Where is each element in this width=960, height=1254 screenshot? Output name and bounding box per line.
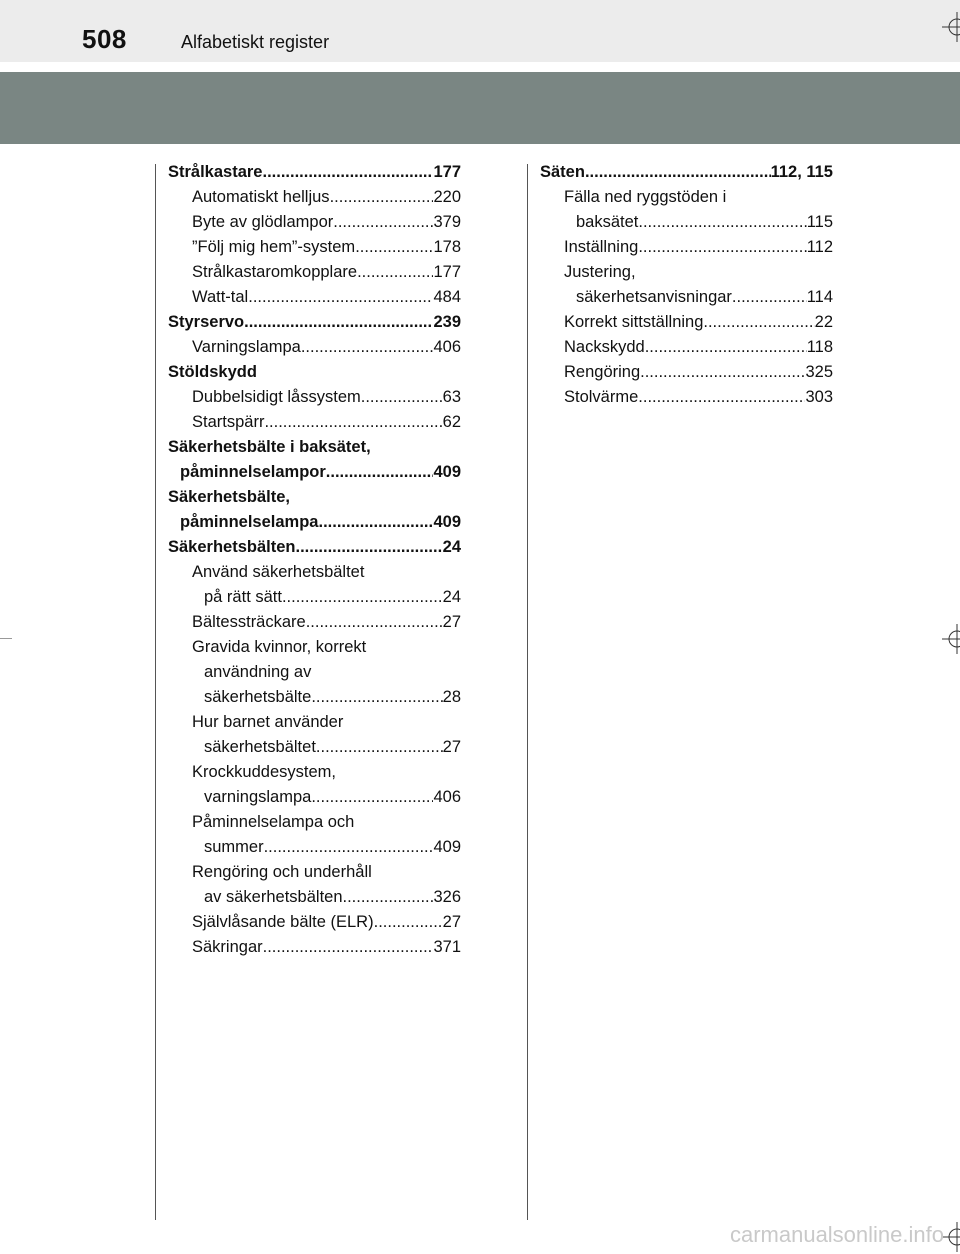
index-page-number: 22 [814,313,833,331]
column-divider-middle [527,164,528,1220]
index-entry [168,660,461,685]
dot-leader [638,385,805,410]
dot-leader [306,610,443,635]
index-term: Säkerhetsbälte, [168,488,290,506]
dot-leader [374,910,443,935]
column-divider-left [155,164,156,1220]
index-entry [168,310,461,335]
index-term: Krockkuddesystem, [192,763,336,781]
index-term: Dubbelsidigt låssystem [192,388,361,406]
index-page-number: 62 [442,413,461,431]
crop-mark [0,638,12,639]
index-entry [540,310,833,335]
index-entry [168,610,461,635]
dot-leader [355,235,433,260]
dot-leader [640,360,805,385]
index-page-number: 115 [806,213,833,231]
index-entry [540,385,833,410]
index-term: Säten [540,163,585,181]
index-entry [168,210,461,235]
index-page-number: 178 [433,238,461,256]
index-page-number: 409 [433,513,461,531]
index-entry [168,885,461,910]
index-term: Automatiskt helljus [192,188,330,206]
index-page-number: 112 [806,238,833,256]
index-entry [540,160,833,185]
index-entry [168,710,461,735]
index-term: Watt-tal [192,288,249,306]
index-term: påminnelselampa [180,513,319,531]
index-entry [168,510,461,535]
page-title: Alfabetiskt register [181,32,330,52]
index-entry [168,385,461,410]
index-page-number: 112, 115 [770,163,833,181]
index-page-number: 409 [433,838,461,856]
index-column-left [168,160,461,960]
dot-leader [263,935,434,960]
index-term: baksätet [576,213,639,231]
index-term: påminnelselampor [180,463,326,481]
index-entry [168,435,461,460]
index-page-number: 220 [433,188,461,206]
index-page-number: 325 [805,363,833,381]
index-entry [168,585,461,610]
index-page-number: 409 [433,463,461,481]
dot-leader [295,535,442,560]
index-term: Korrekt sittställning [564,313,704,331]
dot-leader [343,885,434,910]
index-term: varningslampa [204,788,312,806]
index-entry [168,635,461,660]
index-term: säkerhetsanvisningar [576,288,732,306]
dot-leader [638,235,806,260]
index-entry [540,360,833,385]
index-page-number: 371 [433,938,461,956]
index-entry [168,185,461,210]
index-term: Stöldskydd [168,363,257,381]
dot-leader [638,210,806,235]
index-entry [168,535,461,560]
index-page-number: 24 [442,588,461,606]
dot-leader [264,410,442,435]
header-strip [0,0,960,62]
dot-leader [703,310,814,335]
index-page-number: 24 [442,538,461,556]
index-page-number: 27 [442,738,461,756]
index-term: Strålkastaromkopplare [192,263,358,281]
index-entry [168,685,461,710]
index-page-number: 27 [442,913,461,931]
index-page-number: 177 [433,263,461,281]
dot-leader [333,210,433,235]
index-entry [168,235,461,260]
page-number: 508 [82,24,127,54]
index-entry [168,360,461,385]
index-term: Rengöring och underhåll [192,863,372,881]
index-entry [540,210,833,235]
index-page-number: 114 [806,288,833,306]
index-entry [168,335,461,360]
dot-leader [318,510,433,535]
dot-leader [357,260,433,285]
index-entry [168,260,461,285]
dot-leader [301,335,434,360]
registration-mark-icon [942,1222,960,1252]
index-entry [168,735,461,760]
dot-leader [264,835,434,860]
index-term: Påminnelselampa och [192,813,355,831]
dot-leader [316,735,443,760]
index-term: Säkerhetsbälte i baksätet, [168,438,371,456]
index-entry [168,160,461,185]
index-term: Säkringar [192,938,263,956]
header-band [0,72,960,144]
index-entry [540,235,833,260]
index-term: Bältessträckare [192,613,306,631]
index-page-number: 484 [433,288,461,306]
index-entry [168,485,461,510]
dot-leader [326,460,434,485]
index-term: ”Följ mig hem”-system [192,238,356,256]
dot-leader [311,685,442,710]
dot-leader [262,160,433,185]
index-term: Hur barnet använder [192,713,344,731]
index-term: av säkerhetsbälten [204,888,343,906]
index-column-right [540,160,833,410]
index-entry [540,260,833,285]
index-page-number: 28 [442,688,461,706]
index-entry [168,560,461,585]
index-entry [540,335,833,360]
index-term: säkerhetsbältet [204,738,316,756]
index-page-number: 303 [805,388,833,406]
index-term: Gravida kvinnor, korrekt [192,638,367,656]
registration-mark-icon [942,624,960,654]
index-page-number: 177 [433,163,461,181]
dot-leader [732,285,807,310]
index-entry [168,785,461,810]
dot-leader [645,335,807,360]
index-entry [168,410,461,435]
index-entry [168,835,461,860]
index-term: Startspärr [192,413,265,431]
index-term: Byte av glödlampor [192,213,334,231]
index-term: Justering, [564,263,636,281]
index-term: Varningslampa [192,338,301,356]
index-page-number: 326 [433,888,461,906]
index-term: säkerhetsbälte [204,688,312,706]
dot-leader [282,585,443,610]
index-term: Använd säkerhetsbältet [192,563,365,581]
index-page-number: 27 [442,613,461,631]
index-term: Styrservo [168,313,245,331]
index-page-number: 239 [433,313,461,331]
index-entry [168,460,461,485]
index-term: Fälla ned ryggstöden i [564,188,727,206]
index-page-number: 118 [806,338,833,356]
index-entry [540,285,833,310]
registration-mark-icon [942,12,960,42]
index-term: Strålkastare [168,163,263,181]
index-term: på rätt sätt [204,588,282,606]
dot-leader [330,185,434,210]
index-term: Rengöring [564,363,641,381]
index-term: Självlåsande bälte (ELR) [192,913,374,931]
index-entry [168,860,461,885]
dot-leader [361,385,443,410]
index-page-number: 379 [433,213,461,231]
index-page-number: 63 [442,388,461,406]
dot-leader [248,285,433,310]
index-entry [168,935,461,960]
index-entry [540,185,833,210]
index-page-number: 406 [433,338,461,356]
index-term: Inställning [564,238,639,256]
index-entry [168,760,461,785]
index-page-number: 406 [433,788,461,806]
dot-leader [311,785,433,810]
index-entry [168,810,461,835]
dot-leader [585,160,771,185]
index-term: användning av [204,663,312,681]
dot-leader [244,310,433,335]
index-entry [168,285,461,310]
index-term: Stolvärme [564,388,639,406]
index-term: summer [204,838,264,856]
index-term: Nackskydd [564,338,645,356]
index-entry [168,910,461,935]
index-term: Säkerhetsbälten [168,538,296,556]
watermark: carmanualsonline.info [729,1222,944,1247]
